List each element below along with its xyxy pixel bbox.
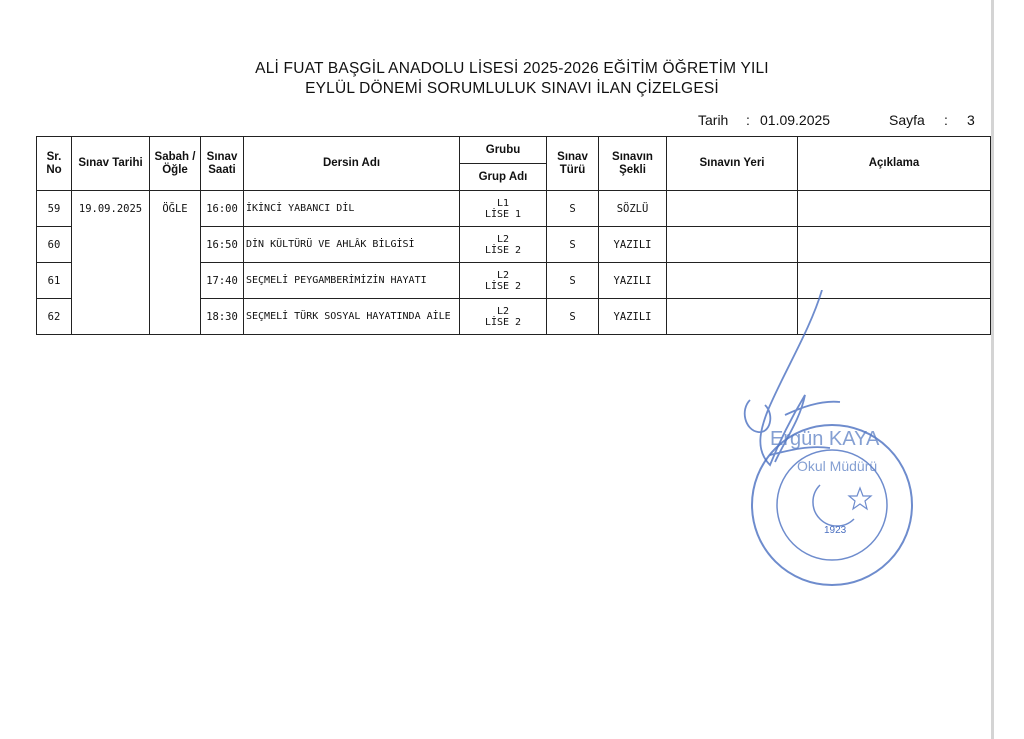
row-grup-kod: L1 — [496, 197, 510, 209]
col-header-sinav-tarihi: Sınav Tarihi — [72, 137, 150, 191]
sayfa-value: 3 — [967, 112, 975, 128]
row-tur: S — [547, 263, 599, 299]
row-saat: 17:40 — [201, 263, 244, 299]
sayfa-label: Sayfa — [889, 112, 925, 128]
signer-name: Ergün KAYA — [770, 428, 880, 450]
row-sekil: SÖZLÜ — [599, 191, 667, 227]
table-row — [37, 227, 991, 263]
row-yer — [667, 227, 798, 263]
row-grup-adi: LİSE 2 — [484, 244, 522, 256]
row-sekil: YAZILI — [599, 227, 667, 263]
col-header-sinav-turu: Sınav Türü — [547, 137, 599, 191]
row-no: 62 — [37, 299, 72, 335]
row-tur: S — [547, 227, 599, 263]
row-sekil: YAZILI — [599, 263, 667, 299]
table-row — [37, 191, 991, 227]
row-grup-kod: L2 — [496, 233, 510, 245]
col-header-sabah-ogle: Sabah / Öğle — [150, 137, 201, 191]
col-header-grup-adi: Grup Adı — [460, 164, 547, 191]
row-aciklama — [798, 191, 991, 227]
stamp-year: 1923 — [824, 525, 847, 536]
col-header-sinavin-sekli: Sınavın Şekli — [599, 137, 667, 191]
col-header-sr-no: Sr. No — [37, 137, 72, 191]
row-grup-adi: LİSE 2 — [484, 280, 522, 292]
row-grup — [460, 263, 547, 299]
crescent-icon — [813, 485, 854, 526]
row-tarih — [72, 227, 150, 263]
row-grup-kod: L2 — [496, 269, 510, 281]
row-no: 59 — [37, 191, 72, 227]
row-dersin-adi: SEÇMELİ TÜRK SOSYAL HAYATINDA AİLE — [244, 299, 460, 335]
star-icon — [849, 488, 871, 509]
row-saat: 16:50 — [201, 227, 244, 263]
row-grup-kod: L2 — [496, 305, 510, 317]
row-dersin-adi: İKİNCİ YABANCI DİL — [244, 191, 460, 227]
col-header-grubu: Grubu — [460, 137, 547, 164]
row-no: 60 — [37, 227, 72, 263]
row-ogle — [150, 227, 201, 263]
row-ogle: ÖĞLE — [150, 191, 201, 227]
row-grup-adi: LİSE 1 — [484, 208, 522, 220]
row-ogle — [150, 263, 201, 299]
col-header-dersin-adi: Dersin Adı — [244, 137, 460, 191]
document-title-line2: EYLÜL DÖNEMİ SORUMLULUK SINAVI İLAN ÇİZELGESİ — [305, 80, 719, 97]
tarih-value: 01.09.2025 — [760, 112, 831, 128]
col-header-aciklama: Açıklama — [798, 137, 991, 191]
row-tarih — [72, 299, 150, 335]
col-header-sinavin-yeri: Sınavın Yeri — [667, 137, 798, 191]
row-no: 61 — [37, 263, 72, 299]
row-grup-adi: LİSE 2 — [484, 316, 522, 328]
row-tarih: 19.09.2025 — [72, 191, 150, 227]
row-tur: S — [547, 299, 599, 335]
row-tur: S — [547, 191, 599, 227]
document-title-line1: ALİ FUAT BAŞGİL ANADOLU LİSESİ 2025-2026 EĞİTİM ÖĞRETİM YILI — [255, 60, 769, 77]
row-sekil: YAZILI — [599, 299, 667, 335]
col-header-sinav-saati: Sınav Saati — [201, 137, 244, 191]
row-aciklama — [798, 227, 991, 263]
tarih-label: Tarih — [698, 112, 729, 128]
row-ogle — [150, 299, 201, 335]
sayfa-separator: : — [944, 112, 948, 128]
row-yer — [667, 191, 798, 227]
signer-role: Okul Müdürü — [797, 458, 878, 474]
row-dersin-adi: SEÇMELİ PEYGAMBERİMİZİN HAYATI — [244, 263, 460, 299]
row-saat: 16:00 — [201, 191, 244, 227]
row-dersin-adi: DİN KÜLTÜRÜ VE AHLÂK BİLGİSİ — [244, 227, 460, 263]
tarih-separator: : — [746, 112, 750, 128]
row-grup — [460, 227, 547, 263]
row-grup — [460, 299, 547, 335]
page-edge-line — [991, 0, 994, 739]
row-saat: 18:30 — [201, 299, 244, 335]
row-grup — [460, 191, 547, 227]
row-tarih — [72, 263, 150, 299]
